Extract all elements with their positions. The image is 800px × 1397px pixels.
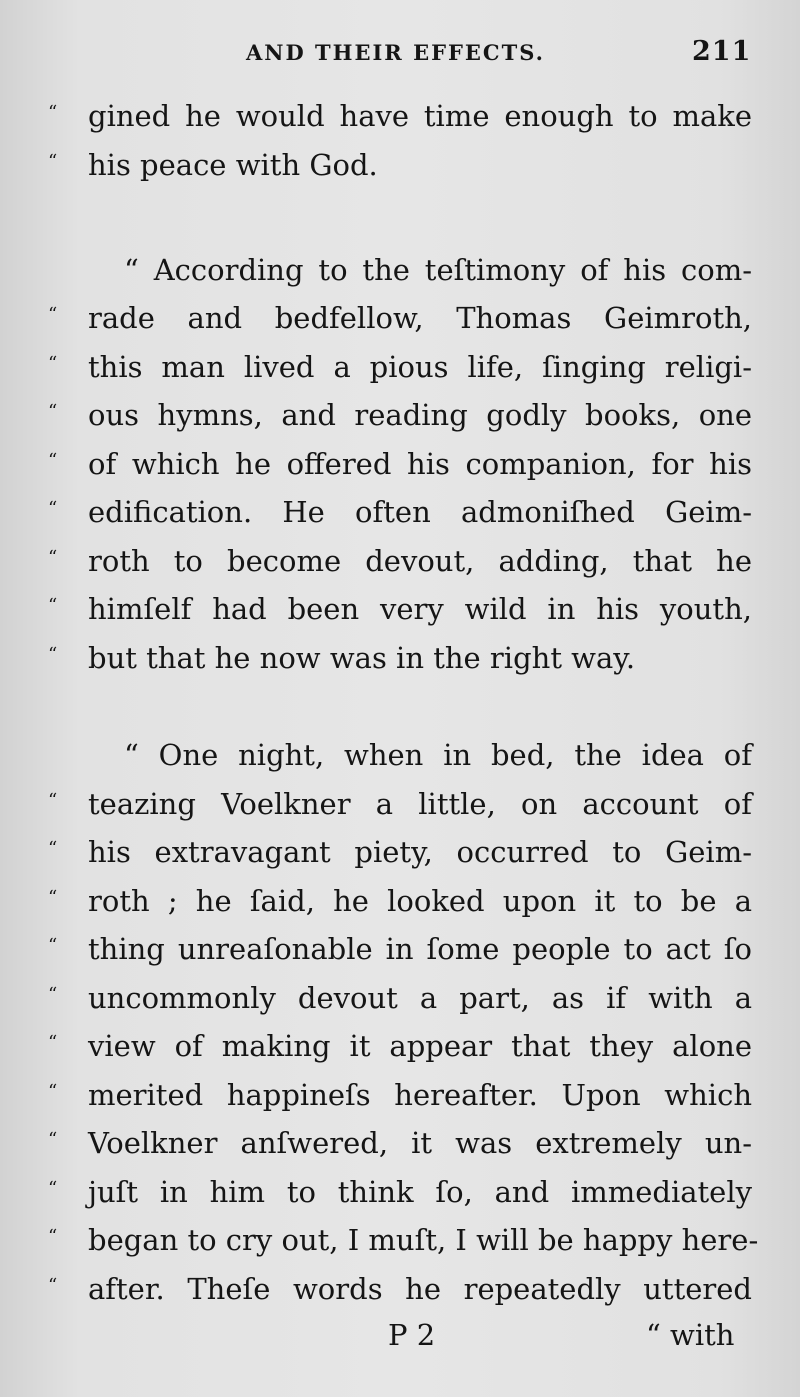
line-text: this man lived a pious life, ſinging religi- [88, 350, 752, 384]
line-text: rade and bedfellow, Thomas Geimroth, [88, 301, 752, 335]
quote-mark: “ [48, 644, 58, 665]
line-text: his extravagant piety, occurred to Geim- [88, 835, 752, 869]
quote-mark: “ [48, 498, 58, 519]
text-line [0, 1220, 800, 1268]
quote-mark: “ [48, 401, 58, 422]
text-line [0, 589, 800, 637]
line-text: merited happineſs hereafter. Upon which [88, 1078, 752, 1112]
line-text: juſt in him to think ſo, and immediately [88, 1175, 752, 1209]
text-line [0, 784, 800, 832]
line-text: roth ; he ſaid, he looked upon it to be a [88, 884, 752, 918]
page-header [0, 36, 800, 76]
running-head: AND THEIR EFFECTS. [246, 40, 545, 65]
text-line [0, 1172, 800, 1220]
text-line [0, 444, 800, 492]
quote-mark: “ [48, 151, 58, 172]
catchword: “ with [646, 1318, 735, 1352]
text-line [0, 1075, 800, 1123]
text-line [0, 250, 800, 298]
line-text: uncommonly devout a part, as if with a [88, 981, 752, 1015]
line-text: “ One night, when in bed, the idea of [124, 738, 752, 772]
page-number: 211 [692, 36, 752, 67]
text-line [0, 298, 800, 346]
quote-mark: “ [48, 102, 58, 123]
quote-mark: “ [48, 595, 58, 616]
text-line [0, 1269, 800, 1317]
line-text: view of making it appear that they alone [88, 1029, 752, 1063]
quote-mark: “ [48, 353, 58, 374]
line-text: thing unreaſonable in ſome people to act ſo [88, 932, 752, 966]
page-footer [0, 1316, 800, 1360]
text-line [0, 881, 800, 929]
line-text: after. Theſe words he repeatedly uttered [88, 1272, 752, 1306]
quote-mark: “ [48, 1178, 58, 1199]
line-text: gined he would have time enough to make [88, 99, 752, 133]
text-line [0, 832, 800, 880]
quote-mark: “ [48, 450, 58, 471]
text-line [0, 929, 800, 977]
quote-mark: “ [48, 838, 58, 859]
quote-mark: “ [48, 984, 58, 1005]
line-text: edification. He often admoniſhed Geim- [88, 495, 752, 529]
quote-mark: “ [48, 887, 58, 908]
signature-mark: P 2 [388, 1318, 436, 1352]
line-text: roth to become devout, adding, that he [88, 544, 752, 578]
text-line [0, 1026, 800, 1074]
quote-mark: “ [48, 1275, 58, 1296]
text-line [0, 492, 800, 540]
text-line [0, 96, 800, 144]
quote-mark: “ [48, 1032, 58, 1053]
line-text: his peace with God. [88, 148, 378, 182]
text-line [0, 395, 800, 443]
line-text: began to cry out, I muſt, I will be happy here- [88, 1223, 759, 1257]
line-text: himſelf had been very wild in his youth, [88, 592, 752, 626]
quote-mark: “ [48, 935, 58, 956]
line-text: Voelkner anſwered, it was extremely un- [88, 1126, 752, 1160]
text-line [0, 347, 800, 395]
text-line [0, 1123, 800, 1171]
line-text: teazing Voelkner a little, on account of [88, 787, 752, 821]
line-text: ous hymns, and reading godly books, one [88, 398, 752, 432]
quote-mark: “ [48, 304, 58, 325]
quote-mark: “ [48, 790, 58, 811]
quote-mark: “ [48, 1081, 58, 1102]
quote-mark: “ [48, 1129, 58, 1150]
text-line [0, 638, 800, 686]
text-line [0, 541, 800, 589]
line-text: but that he now was in the right way. [88, 641, 636, 675]
line-text: “ According to the teſtimony of his com- [124, 253, 752, 287]
line-text: of which he offered his companion, for his [88, 447, 752, 481]
text-line [0, 978, 800, 1026]
text-line [0, 145, 800, 193]
quote-mark: “ [48, 547, 58, 568]
quote-mark: “ [48, 1226, 58, 1247]
text-line [0, 735, 800, 783]
